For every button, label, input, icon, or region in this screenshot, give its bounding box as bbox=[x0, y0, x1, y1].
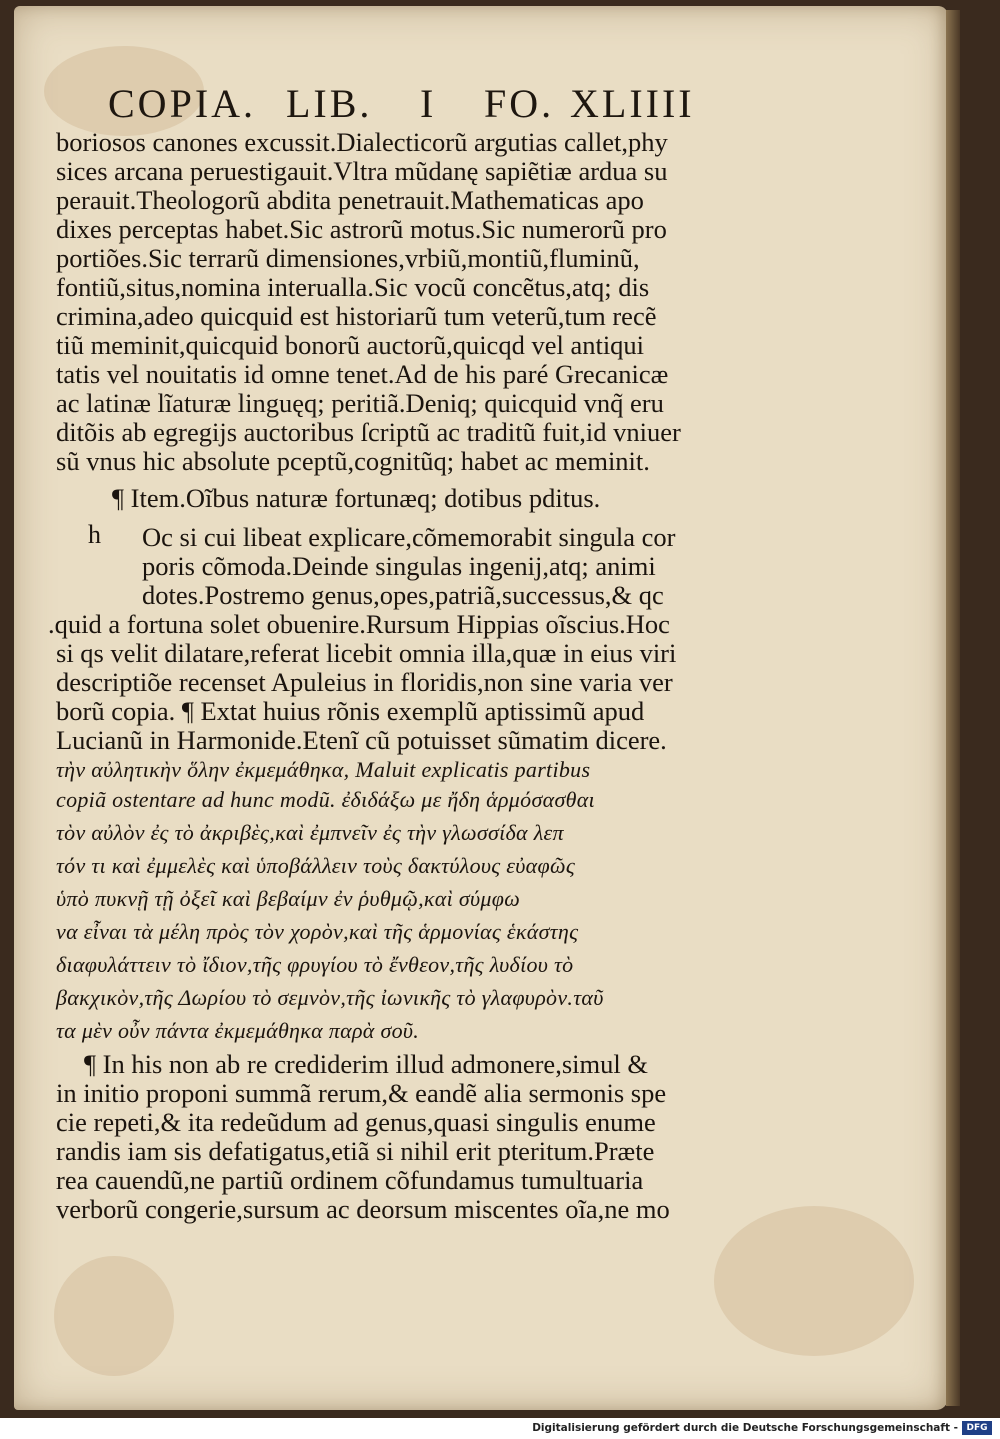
text-line: randis iam sis defatigatus,etiã si nihil erit pteritum.Præte bbox=[56, 1136, 655, 1166]
text-line: boriosos canones excussit.Dialecticorũ argutias callet,phy bbox=[56, 127, 668, 157]
footer-credit: Digitalisierung gefördert durch die Deutsche Forschungsgemeinschaft - bbox=[532, 1422, 958, 1434]
greek-line: διαφυλάττειν τὸ ἴδιον,τῆς φρυγίου τὸ ἔνθεον,τῆς λυδίου τὸ bbox=[56, 952, 574, 977]
greek-line: τὴν αὐλητικὴν ὅλην ἐκμεμάθηκα, Maluit explicatis partibus bbox=[56, 757, 591, 782]
greek-line: τα μὲν οὖν πάντα ἐκμεμάθηκα παρὰ σοῦ. bbox=[56, 1018, 420, 1043]
text-line: in initio proponi summã rerum,& eandẽ alia sermonis spe bbox=[56, 1078, 667, 1108]
text-line: borũ copia. ¶ Extat huius rõnis exemplũ aptissimũ apud bbox=[56, 696, 645, 726]
text-line: sices arcana peruestigauit.Vltra mũdanę sapiẽtiæ ardua su bbox=[56, 156, 668, 186]
text-line: ditõis ab egregijs auctoribus ſcriptũ ac traditũ fuit,id vniuer bbox=[56, 417, 681, 447]
text-line: crimina,adeo quicquid est historiarũ tum veterũ,tum recẽ bbox=[56, 301, 657, 331]
running-head-folio: XLIIII bbox=[570, 81, 695, 126]
greek-line: βακχικὸν,τῆς Δωρίου τὸ σεμνὸν,τῆς ἰωνικῆς τὸ γλαφυρὸν.ταῦ bbox=[56, 985, 604, 1010]
text-line: fontiũ,situs,nomina interualla.Sic vocũ concẽtus,atq; dis bbox=[56, 272, 650, 302]
greek-line: τὸν αὐλὸν ἐς τὸ ἀκριβὲς,καὶ ἐμπνεῖν ἐς τὴν γλωσσίδα λεπ bbox=[56, 820, 564, 845]
text-line: Oc si cui libeat explicare,cõmemorabit singula cor bbox=[142, 522, 676, 552]
running-head-fo: FO. bbox=[484, 81, 555, 126]
text-line: si qs velit dilatare,referat licebit omnia illa,quæ in eius viri bbox=[56, 638, 677, 668]
greek-line: να εἶναι τὰ μέλη πρὸς τὸν χορὸν,καὶ τῆς ἁρμονίας ἑκάστης bbox=[56, 919, 579, 944]
text-line: dixes perceptas habet.Sic astrorũ motus.Sic numerorũ pro bbox=[56, 214, 667, 244]
dfg-logo: DFG bbox=[962, 1421, 992, 1435]
text-line: sũ vnus hic absolute pceptũ,cognitũq; habet ac meminit. bbox=[56, 446, 650, 476]
text-line: descriptiõe recenset Apuleius in floridis,non sine varia ver bbox=[56, 667, 673, 697]
greek-line: τόν τι καὶ ἐμμελὲς καὶ ὑποβάλλειν τοὺς δακτύλους εὐαφῶς bbox=[56, 853, 576, 878]
section-heading: ¶ Item.Oĩbus naturæ fortunæq; dotibus pditus. bbox=[112, 483, 601, 513]
text-line: ac latinæ lĩaturæ linguęq; peritiã.Deniq; quicquid vnq̃ eru bbox=[56, 388, 664, 418]
greek-line: ὑπὸ πυκνῇ τῇ ὀξεῖ καὶ βεβαίμν ἐν ῥυθμῷ,καὶ σύμφω bbox=[56, 886, 521, 911]
running-head-title: COPIA. bbox=[108, 81, 257, 126]
text-line: portiões.Sic terrarũ dimensiones,vrbiũ,montiũ,fluminũ, bbox=[56, 243, 640, 273]
running-head-book: I bbox=[420, 81, 437, 126]
text-line: tatis vel nouitatis id omne tenet.Ad de his paré Grecanicæ bbox=[56, 359, 669, 389]
digitization-footer bbox=[0, 1418, 1000, 1439]
text-line: dotes.Postremo genus,opes,patriã,successus,& qc bbox=[142, 580, 664, 610]
text-line: ¶ In his non ab re crediderim illud admonere,simul & bbox=[84, 1049, 648, 1079]
text-line: Lucianũ in Harmonide.Etenĩ cũ potuisset sũmatim dicere. bbox=[56, 725, 667, 755]
text-line: .quid a fortuna solet obuenire.Rursum Hippias oĩscius.Hoc bbox=[48, 609, 670, 639]
guide-letter: h bbox=[88, 520, 101, 549]
text-line: perauit.Theologorũ abdita penetrauit.Mathematicas apo bbox=[56, 185, 644, 215]
text-line: verborũ congerie,sursum ac deorsum miscentes oĩa,ne mo bbox=[56, 1194, 670, 1224]
text-line: rea cauendũ,ne partiũ ordinem cõfundamus tumultuaria bbox=[56, 1165, 644, 1195]
text-line: tiũ meminit,quicquid bonorũ auctorũ,quicqd vel antiqui bbox=[56, 330, 645, 360]
running-head-lib: LIB. bbox=[286, 81, 373, 126]
text-line: poris cõmoda.Deinde singulas ingenij,atq; animi bbox=[142, 551, 656, 581]
greek-line: copiã ostentare ad hunc modũ. ἐδιδάξω με ἤδη ἁρμόσασθαι bbox=[56, 787, 595, 812]
text-line: cie repeti,& ita redeũdum ad genus,quasi singulis enume bbox=[56, 1107, 656, 1137]
